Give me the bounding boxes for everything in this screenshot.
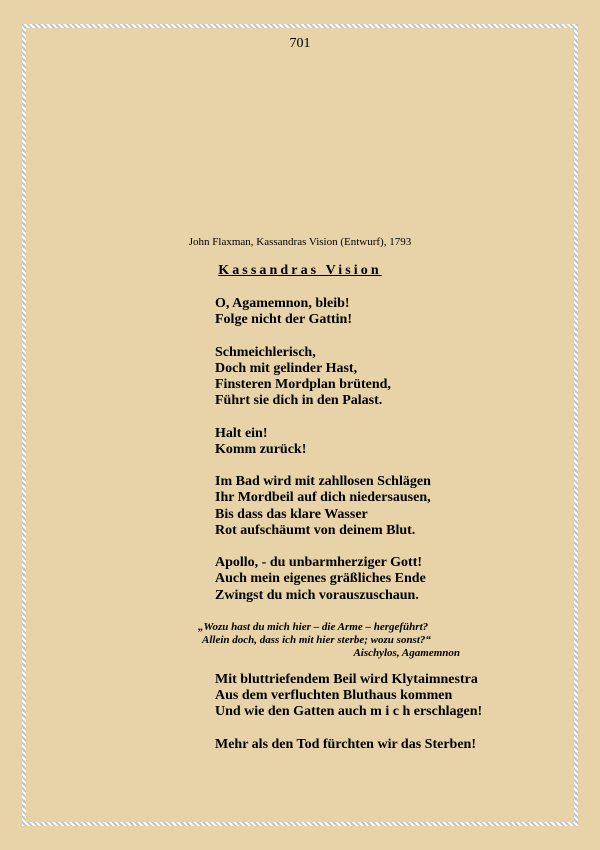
poem-line: Schmeichlerisch, [215, 344, 316, 360]
poem-line: Folge nicht der Gattin! [215, 312, 353, 328]
quote-line: „Wozu hast du mich hier – die Arme – hergeführt? [198, 621, 429, 633]
poem-body-part1 [215, 296, 555, 620]
poem-line: Zwingst du mich vorauszuschaun. [215, 587, 419, 603]
page-number: 701 [289, 36, 311, 51]
stanza [215, 426, 555, 458]
image-caption: John Flaxman, Kassandras Vision (Entwurf), 1793 [188, 236, 412, 248]
poem-line: Ihr Mordbeil auf dich niedersausen, [215, 490, 431, 506]
stanza [215, 737, 555, 753]
poem-body-part2 [215, 672, 555, 769]
poem-line: Komm zurück! [215, 441, 307, 457]
epigraph-quote [198, 621, 460, 660]
poem-line: Finsteren Mordplan brütend, [215, 377, 391, 392]
poem-title: Kassandras Vision [218, 263, 382, 278]
poem-line: Auch mein eigenes gräßliches Ende [215, 571, 426, 587]
stanza [215, 555, 555, 604]
stanza [215, 296, 555, 328]
poem-line: Halt ein! [215, 425, 268, 441]
poem-line: Mehr als den Tod fürchten wir das Sterben! [215, 736, 476, 752]
poem-line: Und wie den Gatten auch m i c h erschlagen! [215, 704, 483, 720]
stanza [215, 672, 555, 721]
quote-line: Allein doch, dass ich mit hier sterbe; wozu sonst?“ [202, 634, 431, 646]
poem-line: O, Agamemnon, bleib! [215, 296, 350, 311]
stanza [215, 345, 555, 410]
poem-line: Apollo, - du unbarmherziger Gott! [215, 555, 423, 571]
poem-line: Im Bad wird mit zahllosen Schlägen [215, 474, 431, 490]
poem-line: Mit bluttriefendem Beil wird Klytaimnestra [215, 672, 478, 687]
quote-attribution: Aischylos, Agamemnon [353, 647, 460, 659]
stanza [215, 474, 555, 539]
poem-line: Aus dem verfluchten Bluthaus kommen [215, 688, 453, 704]
poem-line: Bis dass das klare Wasser [215, 506, 368, 522]
poem-line: Führt sie dich in den Palast. [215, 393, 383, 409]
poem-line: Doch mit gelinder Hast, [215, 360, 358, 376]
poem-line: Rot aufschäumt von deinem Blut. [215, 522, 416, 538]
